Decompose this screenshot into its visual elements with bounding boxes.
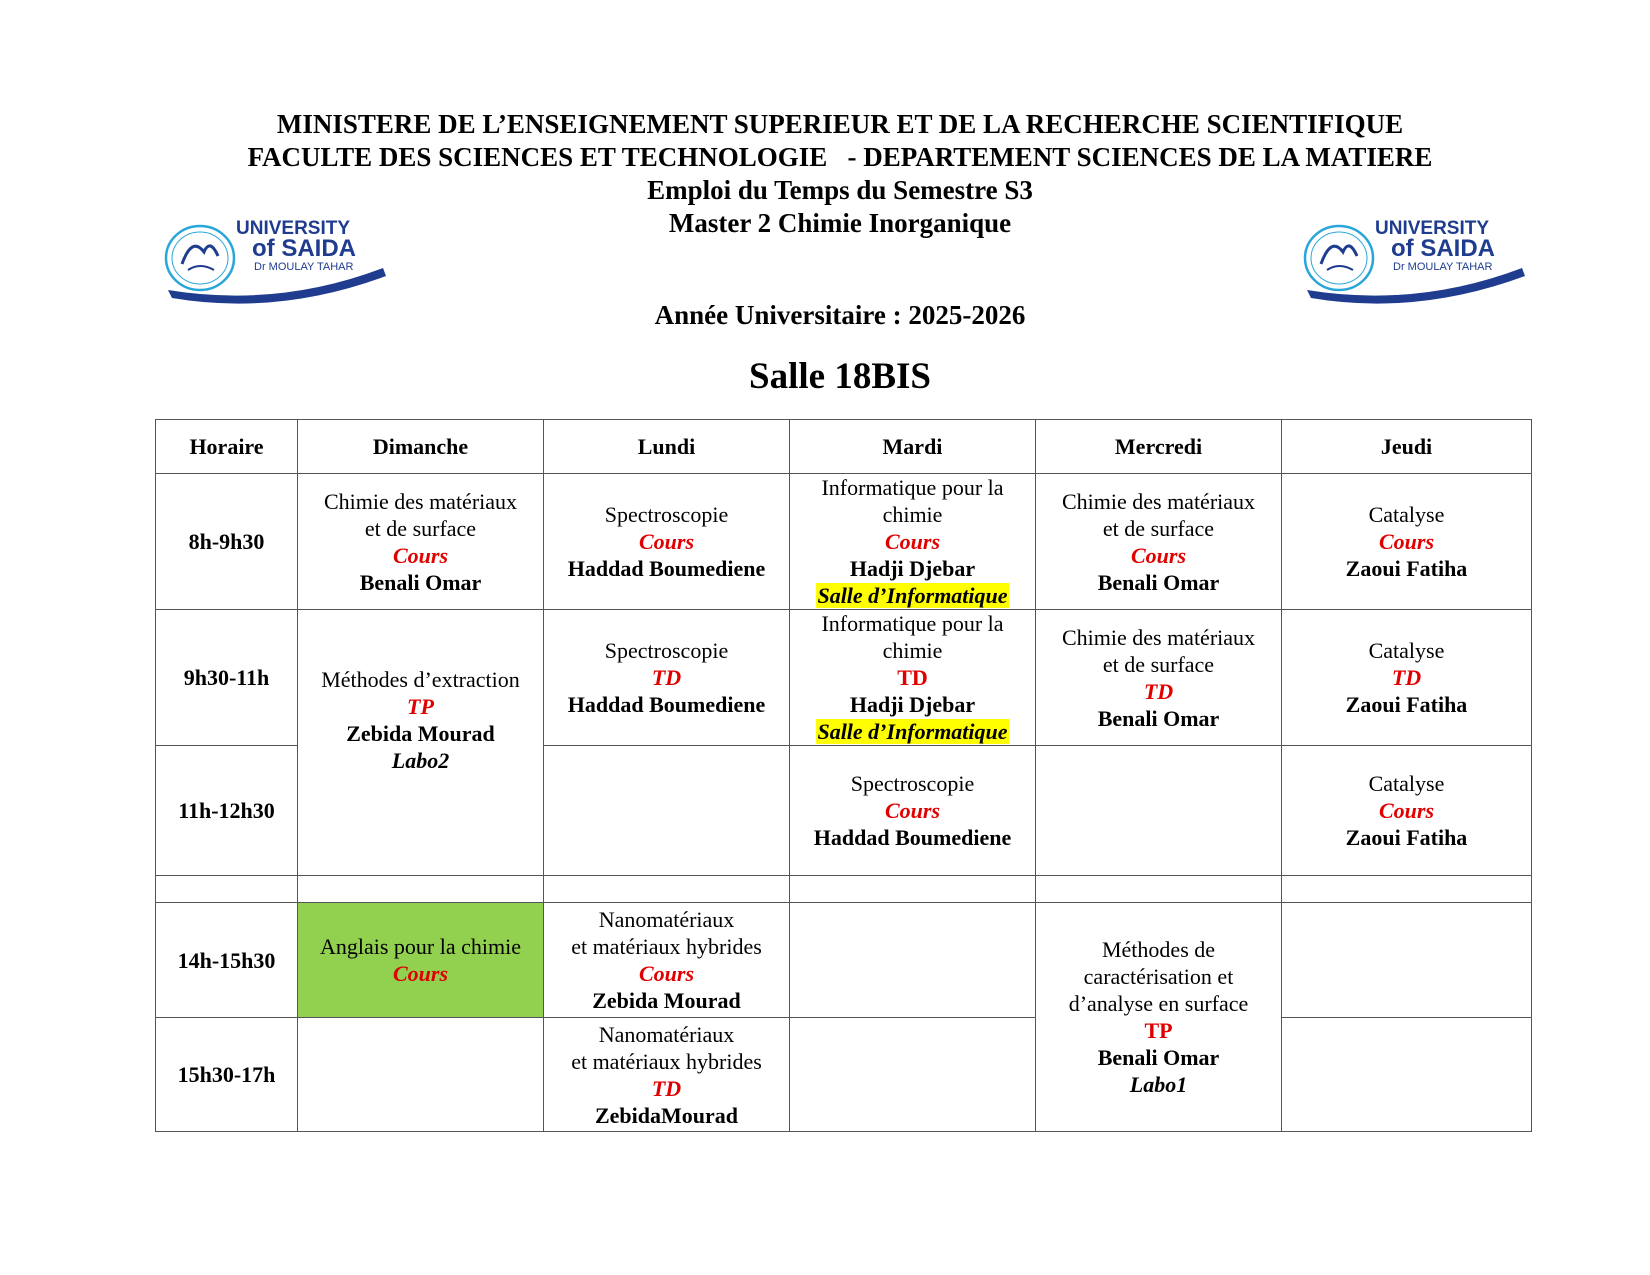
timetable — [155, 419, 1532, 1132]
table-row — [156, 474, 1532, 610]
session-cell: Informatique pour la chimie TD Hadji Djebar Salle d’Informatique — [790, 610, 1036, 746]
time-slot: 15h30-17h — [156, 1018, 298, 1132]
university-logo-left — [158, 212, 393, 312]
svg-text:of SAIDA: of SAIDA — [252, 235, 356, 262]
svg-text:UNIVERSITY: UNIVERSITY — [236, 218, 351, 239]
session-cell: Méthodes de caractérisation et d’analyse en surface TP Benali Omar Labo1 — [1036, 903, 1282, 1132]
table-row — [156, 903, 1532, 1018]
svg-text:Dr MOULAY TAHAR: Dr MOULAY TAHAR — [1393, 261, 1493, 273]
session-cell: Méthodes d’extraction TP Zebida Mourad Labo2 — [298, 610, 544, 876]
column-header-dimanche: Dimanche — [298, 420, 544, 474]
break-row — [156, 876, 1532, 903]
academic-year: Année Universitaire : 2025-2026 — [654, 300, 1026, 330]
table-header-row — [156, 420, 1532, 474]
session-cell: Spectroscopie Cours Haddad Boumediene — [544, 474, 790, 610]
session-cell: Spectroscopie TD Haddad Boumediene — [544, 610, 790, 746]
session-cell: Chimie des matériaux et de surface Cours Benali Omar — [298, 474, 544, 610]
time-slot: 9h30-11h — [156, 610, 298, 746]
room-title: Salle 18BIS — [749, 356, 931, 397]
empty-cell — [1282, 1018, 1532, 1132]
session-cell: Nanomatériaux et matériaux hybrides Cours Zebida Mourad — [544, 903, 790, 1018]
schedule-title: Emploi du Temps du Semestre S3 — [647, 175, 1033, 205]
session-cell: Catalyse Cours Zaoui Fatiha — [1282, 746, 1532, 876]
faculty-title: FACULTE DES SCIENCES ET TECHNOLOGIE - DEPARTEMENT SCIENCES DE LA MATIERE — [247, 142, 1433, 172]
empty-cell — [1282, 876, 1532, 903]
ministry-title: MINISTERE DE L’ENSEIGNEMENT SUPERIEUR ET DE LA RECHERCHE SCIENTIFIQUE — [276, 109, 1404, 139]
column-header-mardi: Mardi — [790, 420, 1036, 474]
empty-cell — [298, 1018, 544, 1132]
empty-cell — [1036, 876, 1282, 903]
time-slot: 14h-15h30 — [156, 903, 298, 1018]
room-highlight: Salle d’Informatique — [817, 719, 1008, 744]
session-cell: Chimie des matériaux et de surface TD Benali Omar — [1036, 610, 1282, 746]
column-header-horaire: Horaire — [156, 420, 298, 474]
svg-text:of SAIDA: of SAIDA — [1391, 235, 1495, 262]
session-cell: Anglais pour la chimie Cours — [298, 903, 544, 1018]
session-cell: Spectroscopie Cours Haddad Boumediene — [790, 746, 1036, 876]
empty-cell — [544, 876, 790, 903]
table-row — [156, 610, 1532, 746]
column-header-jeudi: Jeudi — [1282, 420, 1532, 474]
room-highlight: Salle d’Informatique — [817, 583, 1008, 608]
session-cell: Catalyse TD Zaoui Fatiha — [1282, 610, 1532, 746]
university-logo-right — [1297, 212, 1532, 312]
table-row — [156, 1018, 1532, 1132]
svg-text:UNIVERSITY: UNIVERSITY — [1375, 218, 1490, 239]
session-cell: Catalyse Cours Zaoui Fatiha — [1282, 474, 1532, 610]
time-slot: 11h-12h30 — [156, 746, 298, 876]
empty-cell — [298, 876, 544, 903]
column-header-lundi: Lundi — [544, 420, 790, 474]
empty-cell — [1282, 903, 1532, 1018]
time-slot: 8h-9h30 — [156, 474, 298, 610]
empty-cell — [544, 746, 790, 876]
time-slot — [156, 876, 298, 903]
session-cell: Informatique pour la chimie Cours Hadji Djebar Salle d’Informatique — [790, 474, 1036, 610]
svg-text:Dr MOULAY TAHAR: Dr MOULAY TAHAR — [254, 261, 354, 273]
column-header-mercredi: Mercredi — [1036, 420, 1282, 474]
empty-cell — [790, 903, 1036, 1018]
empty-cell — [1036, 746, 1282, 876]
session-cell: Nanomatériaux et matériaux hybrides TD ZebidaMourad — [544, 1018, 790, 1132]
empty-cell — [790, 1018, 1036, 1132]
empty-cell — [790, 876, 1036, 903]
program-title: Master 2 Chimie Inorganique — [668, 208, 1012, 238]
session-cell: Chimie des matériaux et de surface Cours Benali Omar — [1036, 474, 1282, 610]
